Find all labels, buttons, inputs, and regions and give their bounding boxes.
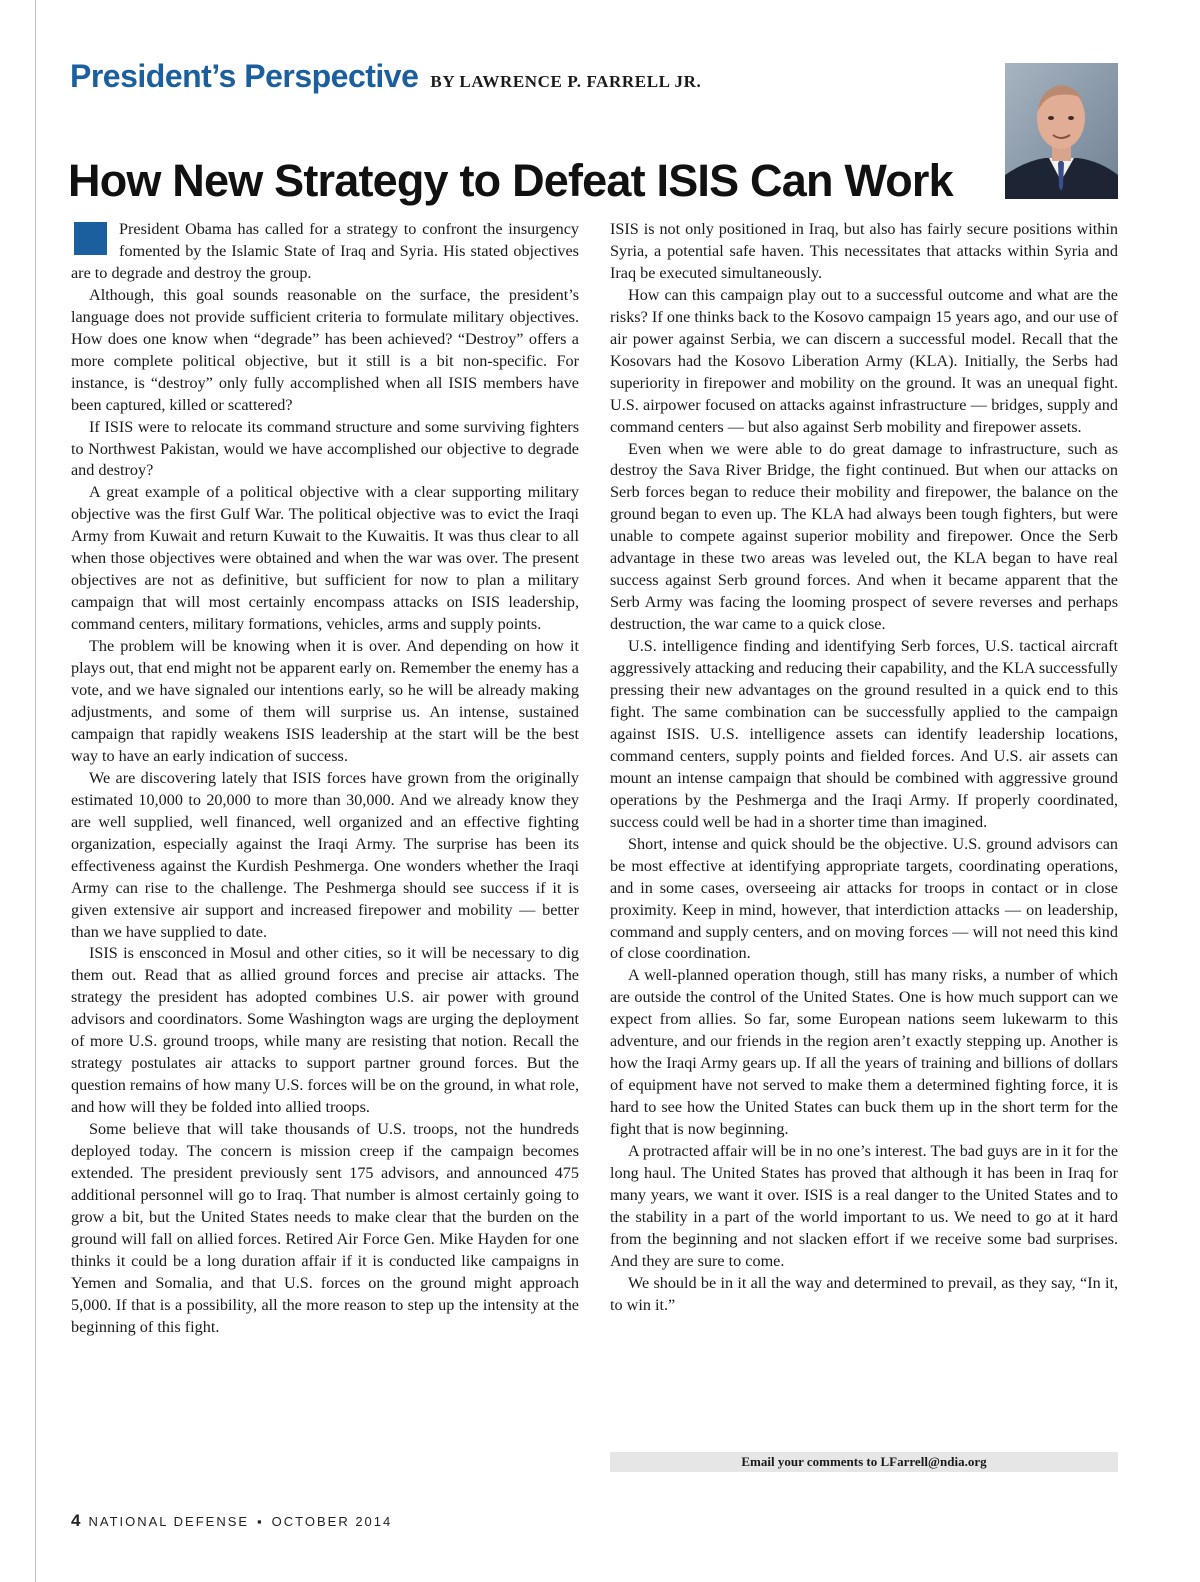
article-paragraph: If ISIS were to relocate its command structure and some surviving fighters to Northwest Pakistan, would we have accomplished our objective to degrade and destroy? [71,417,579,480]
email-comments-box [610,1452,1118,1472]
article-column-right [610,219,1118,1317]
section-title: President’s Perspective [70,58,419,94]
article-paragraph: Even when we were able to do great damage to infrastructure, such as destroy the Sava River Bridge, the fight continued. But when our attacks on Serb forces began to reduce their mobility and firepower, the balance on the ground began to even up. The KLA had always been tough fighters, but were unable to compete against superior mobility and firepower. Once the Serb advantage in these two areas was leveled out, the KLA began to have real success against Serb ground forces. And when it became apparent that the Serb Army was facing the looming prospect of severe reverses and perhaps destruction, the war came to a quick close. [610,439,1118,634]
drop-square-icon [74,222,107,255]
article-paragraph: ISIS is not only positioned in Iraq, but also has fairly secure positions within Syria, a potential safe haven. This necessitates that attacks within Syria and Iraq be executed simultaneously. [610,220,1118,282]
article-paragraph: A protracted affair will be in no one’s interest. The bad guys are in it for the long haul. The United States has proved that although it has been in Iraq for many years, we want it over. ISIS is a real danger to the United States and to the stability in a part of the world important to us. We need to go at it hard from the beginning and not slacken effort if we receive some bad surprises. And they are sure to come. [610,1142,1118,1270]
page-number: 4 [71,1511,81,1530]
article-paragraph: The problem will be knowing when it is over. And depending on how it plays out, that end might not be apparent early on. Remember the enemy has a vote, and we have signaled our intentions early, so he will be already making adjustments, and some of them will surprise us. An intense, sustained campaign that rapidly weakens ISIS leadership at the start will be the best way to have an early indication of success. [71,637,579,765]
article-paragraph: U.S. intelligence finding and identifying Serb forces, U.S. tactical aircraft aggressively attacking and reducing their capability, and the KLA successfully pressing their new advantages on the ground resulted in a quick end to this fight. The same combination can be successfully applied to the campaign against ISIS. U.S. intelligence assets can identify leadership locations, command centers, supply points and fielded forces. And U.S. air assets can mount an intense campaign that should be combined with aggressive ground operations by the Peshmerga and the Iraqi Army. If properly coordinated, success could well be had in a shorter time than imagined. [610,637,1118,831]
publication-name: NATIONAL DEFENSE [88,1514,250,1529]
page-edge-rule [35,0,36,1582]
article-paragraph: A well-planned operation though, still has many risks, a number of which are outside the control of the United States. One is how much support can we expect from allies. So far, some European nations seem lukewarm to this adventure, and our friends in the region aren’t exactly stepping up. Another is how the Iraqi Army gears up. If all the years of training and billions of dollars of equipment have not served to make them a determined fighting force, it is hard to see how the United States can buck them up in the short term for the fight that is now beginning. [610,966,1118,1139]
email-prefix: Email your comments to [741,1454,881,1469]
article-paragraph: A great example of a political objective with a clear supporting military objective was the first Gulf War. The political objective was to evict the Iraqi Army from Kuwait and return Kuwait to the Kuwaitis. It was thus clear to all when those objectives were obtained and when the war was over. The present objectives are not as definitive, but sufficient for now to plan a military campaign that will most certainly encompass attacks on ISIS leadership, command centers, military formations, vehicles, arms and supply points. [71,483,579,634]
portrait-icon [1005,63,1118,199]
article-column-left [71,219,579,1339]
article-paragraph: Short, intense and quick should be the objective. U.S. ground advisors can be most effective at identifying appropriate targets, coordinating operations, and in some cases, overseeing air attacks for troops in contact or in close proximity. Keep in mind, however, that interdiction attacks — on leadership, command and supply centers, and on moving forces — will not need this kind of close coordination. [610,834,1118,963]
article-paragraph: We are discovering lately that ISIS forces have grown from the originally estimated 10,000 to 20,000 to more than 30,000. And we already know they are well supplied, well financed, well organized and an effective fighting organization, especially against the Iraqi Army. The surprise has been its effectiveness against the Kurdish Peshmerga. One wonders whether the Iraqi Army can rise to the challenge. The Peshmerga should see success if it is given extensive air support and increased firepower and mobility — better than we have supplied to date. [71,768,579,941]
page-footer [71,1511,392,1533]
byline: BY LAWRENCE P. FARRELL JR. [430,72,702,91]
article-headline: How New Strategy to Defeat ISIS Can Work [68,155,953,206]
article-paragraph: We should be in it all the way and determined to prevail, as they say, “In it, to win it.” [610,1273,1118,1314]
separator-bullet-icon: ▪ [257,1514,264,1529]
email-link[interactable]: LFarrell@ndia.org [880,1454,987,1469]
article-paragraph: Some believe that will take thousands of U.S. troops, not the hundreds deployed today. The concern is mission creep if the campaign becomes extended. The president previously sent 175 advisors, and announced 475 additional personnel will go to Iraq. That number is almost certainly going to grow a bit, but the United States needs to make clear that the burden on the ground will fall on allied forces. Retired Air Force Gen. Mike Hayden for one thinks it could be a long duration affair if it is conducted like campaigns in Yemen and Somalia, and that U.S. forces on the ground might approach 5,000. If that is a possibility, all the more reason to step up the intensity at the beginning of this fight. [71,1120,579,1336]
issue-date: OCTOBER 2014 [271,1514,393,1529]
article-paragraph: President Obama has called for a strategy to confront the insurgency fomented by the Islamic State of Iraq and Syria. His stated objectives are to degrade and destroy the group. [71,220,579,282]
column-header [70,58,970,102]
author-portrait-photo [1005,63,1118,199]
article-paragraph: ISIS is ensconced in Mosul and other cities, so it will be necessary to dig them out. Read that as allied ground forces and precise air attacks. The strategy the president has adopted combines U.S. air power with ground advisors and coordinators. Some Washington wags are urging the deployment of more U.S. ground troops, while many are resisting that notion. Recall the strategy postulates air attacks to support partner ground forces. But the question remains of how many U.S. forces will be on the ground, in what role, and how will they be folded into allied troops. [71,944,580,1117]
article-paragraph: Although, this goal sounds reasonable on the surface, the president’s language does not provide sufficient criteria to formulate military objectives. How does one know when “degrade” has been achieved? “Destroy” offers a more complete political objective, but it still is a bit non-specific. For instance, is “destroy” only fully accomplished when all ISIS members have been captured, killed or scattered? [71,285,579,414]
article-paragraph: How can this campaign play out to a successful outcome and what are the risks? If one thinks back to the Kosovo campaign 15 years ago, and our use of air power against Serbia, we can discern a successful model. Recall that the Kosovars had the Kosovo Liberation Army (KLA). Initially, the Serbs had superiority in firepower and mobility on the ground. It was an unequal fight. U.S. airpower focused on attacks against infrastructure — bridges, supply and command centers — but also against Serb mobility and firepower assets. [610,285,1118,436]
